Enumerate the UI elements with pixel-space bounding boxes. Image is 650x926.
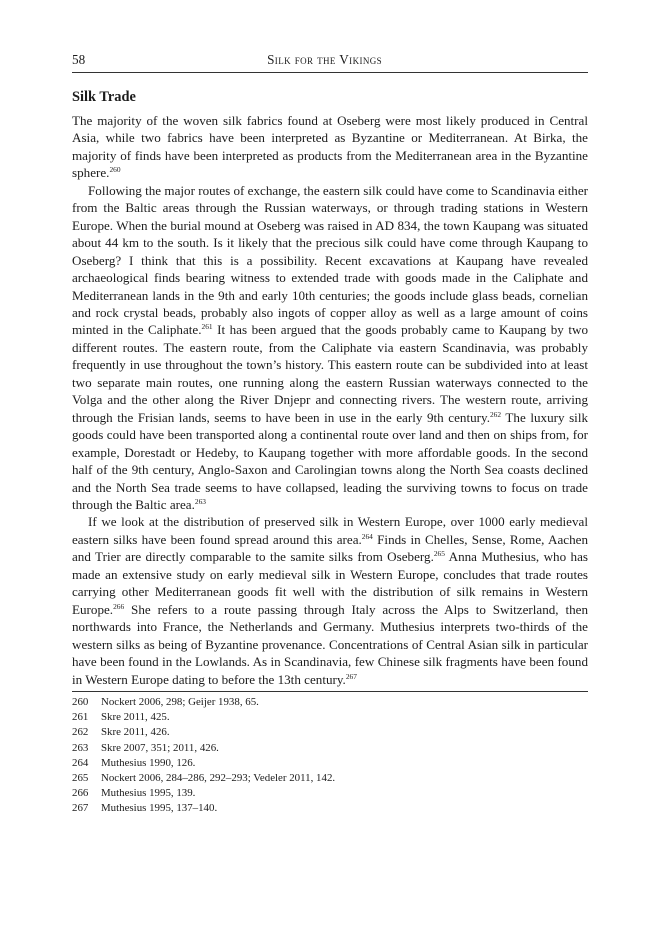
footnote-ref[interactable]: 260: [109, 165, 121, 175]
body-text: [72, 112, 588, 688]
paragraph: [72, 513, 588, 688]
footnote: [72, 725, 588, 740]
footnote: [72, 710, 588, 725]
paragraph-text: She refers to a route passing through Italy across the Alps to Switzerland, then northwards into France, the Netherlands and Germany. Muthesius interprets two-thirds of the western silks as being of Byzantine provenance. Concentrations of Central Asian silk in particular have been found in the Lowlands. As in Scandinavia, few Chinese silk fragments have been found in Western Europe dating to before the 13th century.: [72, 601, 588, 687]
footnote: [72, 695, 588, 710]
paragraph-text: It has been argued that the goods probably came to Kaupang by two different routes. The eastern route, from the Caliphate via eastern Scandinavia, was probably frequently in use throughout the town’s history. This eastern route can be subdivided into at least two separate main routes, one running along the eastern Russian waterways connected to the Volga and the other along the River Dnjepr and connecting rivers. The western route, arriving through the Frisian lands, seems to have been in use in the early 9th century.: [72, 322, 588, 425]
footnote-number: 262: [72, 726, 89, 739]
footnote-number: 263: [72, 741, 89, 754]
footnote: [72, 741, 588, 756]
paragraph-text: Finds in Chelles, Sense, Rome, Aachen and Trier are directly comparable to the samite silks from Oseberg.: [72, 531, 588, 565]
footnote-number: 264: [72, 756, 89, 769]
footnote: [72, 786, 588, 801]
footnote-ref[interactable]: 263: [194, 496, 206, 506]
footnote-number: 265: [72, 771, 89, 784]
footnote-number: 261: [72, 711, 89, 724]
paragraph: [72, 112, 588, 182]
footnote: [72, 771, 588, 786]
paragraph-text: If we look at the distribution of preserved silk in Western Europe, over 1000 early medieval eastern silks have been found spread around this area.: [72, 514, 588, 547]
section-heading: Silk Trade: [72, 89, 136, 105]
footnote-number: 260: [72, 695, 89, 708]
footnote-text: Muthesius 1995, 139.: [101, 787, 196, 800]
page: [72, 52, 588, 817]
paragraph-text: Following the major routes of exchange, the eastern silk could have come to Scandinavia either from the Baltic areas through the Russian waterways, or through trading stations in Western Europe. When the burial mound at Oseberg was raised in AD 834, the town Kaupang was situated about 44 km to the south. Is it likely that the precious silk could have come through Kaupang to Oseberg? I think that this is a possibility. Recent excavations at Kaupang have revealed archaeological finds bearing witness to extended trade with goods made in the Caliphate and Mediterranean lands in the 9th and early 10th centuries; the goods include glass beads, cornelian and rock crystal beads, probably also ingots of copper alloy as well as a large amount of coins minted in the Caliphate.: [72, 182, 588, 338]
footnote-ref[interactable]: 265: [433, 549, 445, 559]
footnote-text: Muthesius 1995, 137–140.: [101, 802, 218, 815]
paragraph: [72, 182, 588, 514]
paragraph-text: The luxury silk goods could have been transported along a continental route over land and then on ships from, for example, Dorestadt or Hedeby, to Kaupang together with more affordable goods. In the second half of the 9th century, Anglo-Saxon and Carolingian towns along the North Sea coasts declined and the North Sea trade seems to have collapsed, leading the surviving towns to focus on trade through the Baltic area.: [72, 409, 589, 512]
footnote-ref[interactable]: 261: [201, 322, 213, 332]
footnote-text: Skre 2007, 351; 2011, 426.: [101, 741, 219, 754]
footnote-text: Nockert 2006, 298; Geijer 1938, 65.: [101, 695, 259, 708]
footnotes: [72, 691, 588, 817]
page-number: 58: [72, 52, 86, 67]
footnote-number: 267: [72, 802, 89, 815]
footnote-text: Skre 2011, 425.: [101, 711, 170, 724]
footnote-ref[interactable]: 267: [345, 671, 357, 681]
footnote-text: Muthesius 1990, 126.: [101, 756, 196, 769]
paragraph-text: The majority of the woven silk fabrics found at Oseberg were most likely produced in Central Asia, while two fabrics have been interpreted as Byzantine or Mediterranean. At Birka, the majority of finds have been interpreted as products from the Mediterranean area in the Byzantine sphere.: [72, 113, 588, 181]
footnote: [72, 756, 588, 771]
running-title: Silk for the Vikings: [267, 52, 383, 67]
page-header: [72, 52, 588, 73]
footnote-ref[interactable]: 266: [113, 601, 125, 611]
footnote-text: Skre 2011, 426.: [101, 726, 170, 739]
footnote-text: Nockert 2006, 284–286, 292–293; Vedeler 2011, 142.: [101, 771, 336, 784]
footnote-ref[interactable]: 262: [489, 409, 502, 419]
footnote-number: 266: [72, 787, 89, 800]
paragraph-text: Anna Muthesius, who has made an extensive study on early medieval silk in Western Europe, concludes that trade routes carrying other Mediterranean goods fit well with the distribution of silk remains in Western Europe.: [72, 549, 588, 617]
footnote: [72, 801, 588, 816]
footnote-ref[interactable]: 264: [361, 531, 373, 541]
